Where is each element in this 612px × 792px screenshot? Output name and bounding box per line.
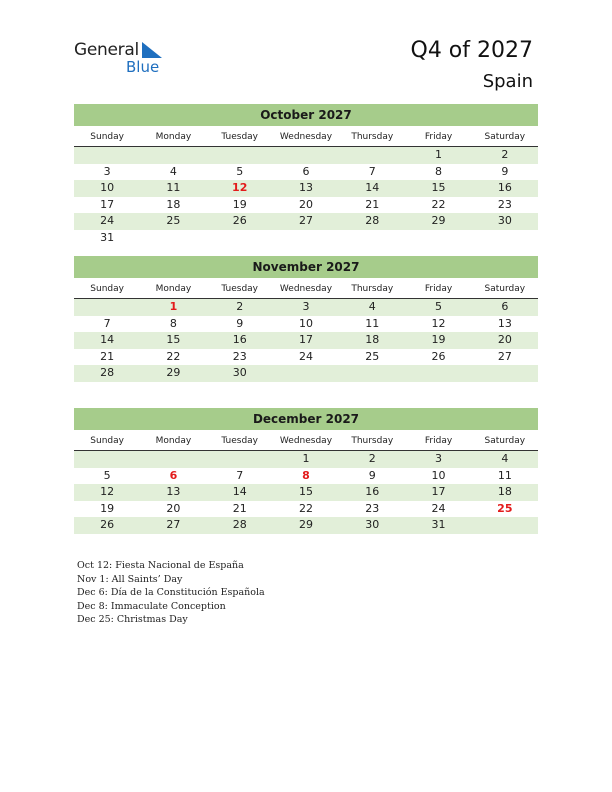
weeks [74,299,538,382]
holiday-note: Dec 25: Christmas Day [77,614,188,625]
weekday-label: Friday [424,284,453,294]
day-cell: 2 [236,300,244,313]
day-cell: 18 [166,197,181,211]
day-cell [472,365,538,382]
weekday-label: Sunday [90,132,124,142]
day-cell: 24 [298,349,313,363]
day-cell: 27 [298,214,313,227]
day-cell: 25 [497,501,513,515]
day-cell: 9 [501,164,509,178]
logo-general-text: General [74,40,139,60]
day-cell: 24 [100,214,115,227]
day-cell: 15 [431,181,446,194]
weeks [74,451,538,534]
weekday-row [74,128,538,147]
day-cell: 10 [100,181,115,194]
day-cell: 26 [100,518,115,531]
weekday-label: Wednesday [279,436,333,446]
day-cell: 19 [232,197,247,211]
day-cell [207,451,273,468]
weekday-label: Saturday [484,132,526,142]
week-row [74,164,538,181]
day-cell: 13 [166,485,181,498]
day-cell: 28 [232,518,247,531]
day-cell: 15 [298,485,313,498]
day-cell: 4 [501,452,509,465]
day-cell: 24 [431,501,446,515]
weekday-label: Monday [155,132,192,142]
day-cell [74,299,140,316]
day-cell: 22 [166,349,181,363]
day-cell: 23 [497,197,512,211]
day-cell: 5 [103,468,111,482]
page-title: Q4 of 2027 [410,38,533,63]
day-cell: 30 [365,518,380,531]
weekday-label: Monday [155,284,192,294]
weekday-label: Wednesday [279,284,333,294]
day-cell: 9 [236,316,244,330]
week-row [74,147,538,164]
holiday-note: Dec 8: Immaculate Conception [77,600,226,612]
weekday-label: Sunday [90,284,124,294]
day-cell: 20 [497,333,512,346]
day-cell [339,365,405,382]
day-cell: 21 [100,349,115,363]
week-row [74,213,538,230]
holiday-note: Nov 1: All Saints’ Day [77,573,183,585]
day-cell: 26 [232,214,247,227]
day-cell: 6 [302,164,310,178]
holiday-note: Oct 12: Fiesta Nacional de España [77,560,244,571]
day-cell: 1 [169,300,178,313]
day-cell: 27 [166,518,181,531]
day-cell: 27 [497,349,512,363]
week-row [74,501,538,518]
weekday-label: Friday [424,436,453,446]
day-cell [339,230,405,247]
day-cell: 18 [365,333,380,346]
logo-blue-text: Blue [126,58,160,76]
day-cell [273,365,339,382]
day-cell [273,230,339,247]
weekday-label: Saturday [484,284,526,294]
day-cell [339,147,405,164]
day-cell: 11 [365,316,380,330]
day-cell: 25 [365,349,380,363]
weekday-label: Monday [155,436,192,446]
day-cell: 14 [232,485,247,498]
day-cell: 1 [435,148,443,161]
weekday-label: Sunday [90,436,124,446]
day-cell: 17 [431,485,446,498]
day-cell: 22 [431,197,446,211]
day-cell: 7 [236,468,244,482]
weekday-row [74,280,538,299]
week-row [74,299,538,316]
day-cell: 13 [298,181,313,194]
day-cell: 21 [232,501,247,515]
day-cell: 17 [298,333,313,346]
day-cell: 31 [100,230,115,244]
day-cell: 14 [365,181,380,194]
day-cell [207,230,273,247]
day-cell: 30 [232,366,247,379]
day-cell: 30 [497,214,512,227]
day-cell: 26 [431,349,446,363]
weekday-label: Saturday [484,436,526,446]
week-row [74,484,538,501]
day-cell [405,365,471,382]
holiday-notes [77,559,265,627]
day-cell: 16 [365,485,380,498]
week-row [74,349,538,366]
day-cell: 3 [103,164,111,178]
week-row [74,332,538,349]
day-cell [273,147,339,164]
day-cell: 4 [169,164,177,178]
day-cell: 3 [435,452,443,465]
day-cell: 12 [100,485,115,498]
day-cell: 28 [100,366,115,379]
month-december [74,408,538,534]
month-header: December 2027 [74,408,538,430]
weekday-label: Tuesday [221,132,259,142]
day-cell [140,230,206,247]
weekday-label: Thursday [351,436,394,446]
day-cell: 11 [166,181,181,194]
day-cell [140,451,206,468]
day-cell: 29 [431,214,446,227]
weekday-label: Thursday [351,284,394,294]
day-cell [140,147,206,164]
day-cell: 10 [431,468,446,482]
day-cell: 6 [169,468,178,482]
weekday-row [74,432,538,451]
day-cell: 11 [497,468,512,482]
day-cell: 16 [497,181,512,194]
day-cell: 29 [166,366,181,379]
day-cell: 5 [236,164,244,178]
day-cell: 1 [302,452,310,465]
week-row [74,517,538,534]
logo-flag-icon [142,42,164,58]
day-cell: 12 [232,181,248,194]
week-row [74,316,538,333]
week-row [74,180,538,197]
day-cell: 4 [368,300,376,313]
day-cell [472,230,538,247]
day-cell: 13 [497,316,512,330]
week-row [74,468,538,485]
day-cell: 20 [298,197,313,211]
week-row [74,451,538,468]
day-cell: 3 [302,300,310,313]
day-cell: 23 [232,349,247,363]
weekday-label: Tuesday [221,284,259,294]
weekday-label: Thursday [351,132,394,142]
day-cell: 2 [501,148,509,161]
day-cell: 8 [302,468,310,482]
day-cell: 12 [431,316,446,330]
week-row [74,365,538,382]
weekday-label: Tuesday [221,436,259,446]
day-cell [472,517,538,534]
day-cell: 31 [431,518,446,531]
month-header: October 2027 [74,104,538,126]
day-cell: 7 [103,316,111,330]
day-cell: 22 [298,501,313,515]
month-header: November 2027 [74,256,538,278]
weekday-label: Friday [424,132,453,142]
day-cell: 25 [166,214,181,227]
day-cell: 5 [435,300,443,313]
weekday-label: Wednesday [279,132,333,142]
day-cell: 28 [365,214,380,227]
month-october [74,104,538,246]
day-cell: 8 [435,164,443,178]
week-row [74,230,538,247]
day-cell: 16 [232,333,247,346]
day-cell [405,230,471,247]
day-cell: 10 [298,316,313,330]
day-cell: 14 [100,333,115,346]
day-cell: 9 [368,468,376,482]
day-cell [74,451,140,468]
day-cell: 21 [365,197,380,211]
day-cell: 17 [100,197,115,211]
day-cell: 23 [365,501,380,515]
day-cell: 6 [501,300,509,313]
week-row [74,197,538,214]
day-cell: 20 [166,501,181,515]
day-cell: 7 [368,164,376,178]
day-cell: 8 [169,316,177,330]
holiday-note: Dec 6: Día de la Constitución Española [77,587,265,598]
day-cell: 29 [298,518,313,531]
day-cell: 19 [100,501,115,515]
day-cell: 18 [497,485,512,498]
month-november [74,256,538,382]
day-cell [207,147,273,164]
day-cell: 15 [166,333,181,346]
country-name: Spain [482,71,533,92]
weeks [74,147,538,246]
day-cell: 19 [431,333,446,346]
day-cell: 2 [368,452,376,465]
day-cell [74,147,140,164]
